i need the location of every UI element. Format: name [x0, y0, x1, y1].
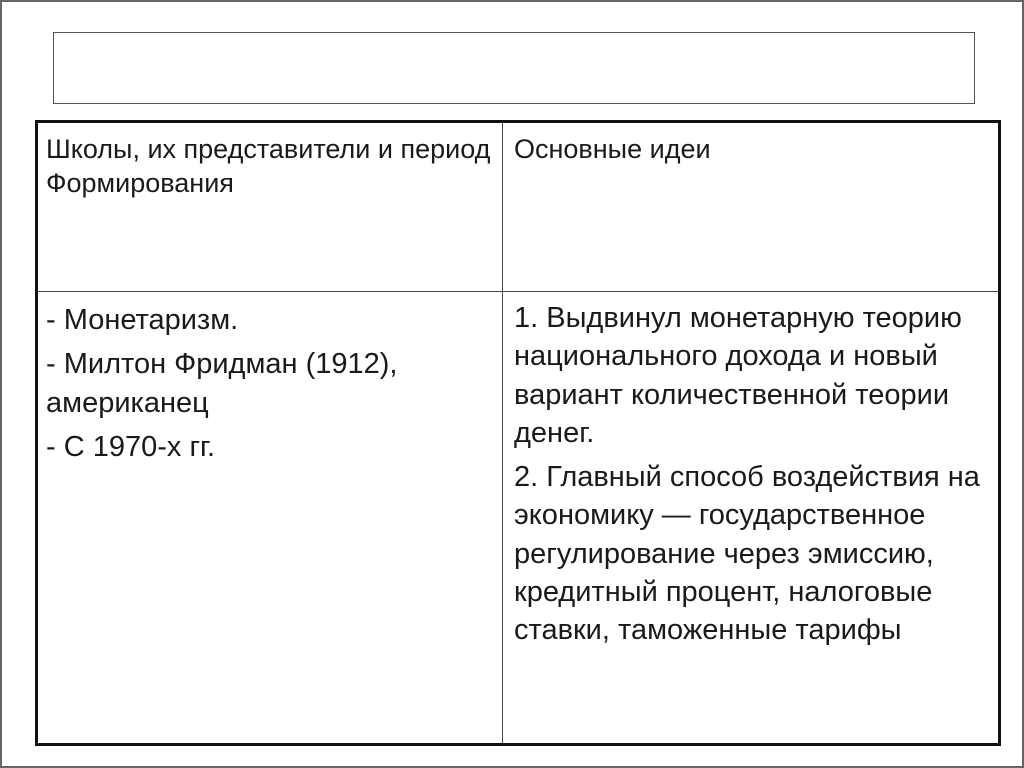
title-placeholder: [53, 32, 975, 104]
column-divider: [502, 123, 503, 743]
list-item: 2. Главный способ воздействия на экономику — государственное регулирование через эмиссию, кредитный процент, налоговые ставки, таможенные тарифы: [514, 461, 980, 647]
content-table: [35, 120, 1001, 746]
list-item: 1. Выдвинул монетарную теорию национального дохода и новый вариант количественной теории денег.: [514, 302, 962, 449]
list-item: - С 1970-х гг.: [46, 430, 216, 463]
header-schools: Школы, их представители и период Формирования: [46, 134, 491, 198]
list-item: - Монетаризм.: [46, 304, 239, 336]
row-divider: [38, 291, 998, 292]
list-item: - Милтон Фридман (1912), американец: [46, 348, 398, 419]
header-main-ideas: Основные идеи: [514, 134, 711, 164]
ideas-cell: [514, 299, 998, 655]
schools-cell: [46, 301, 494, 472]
